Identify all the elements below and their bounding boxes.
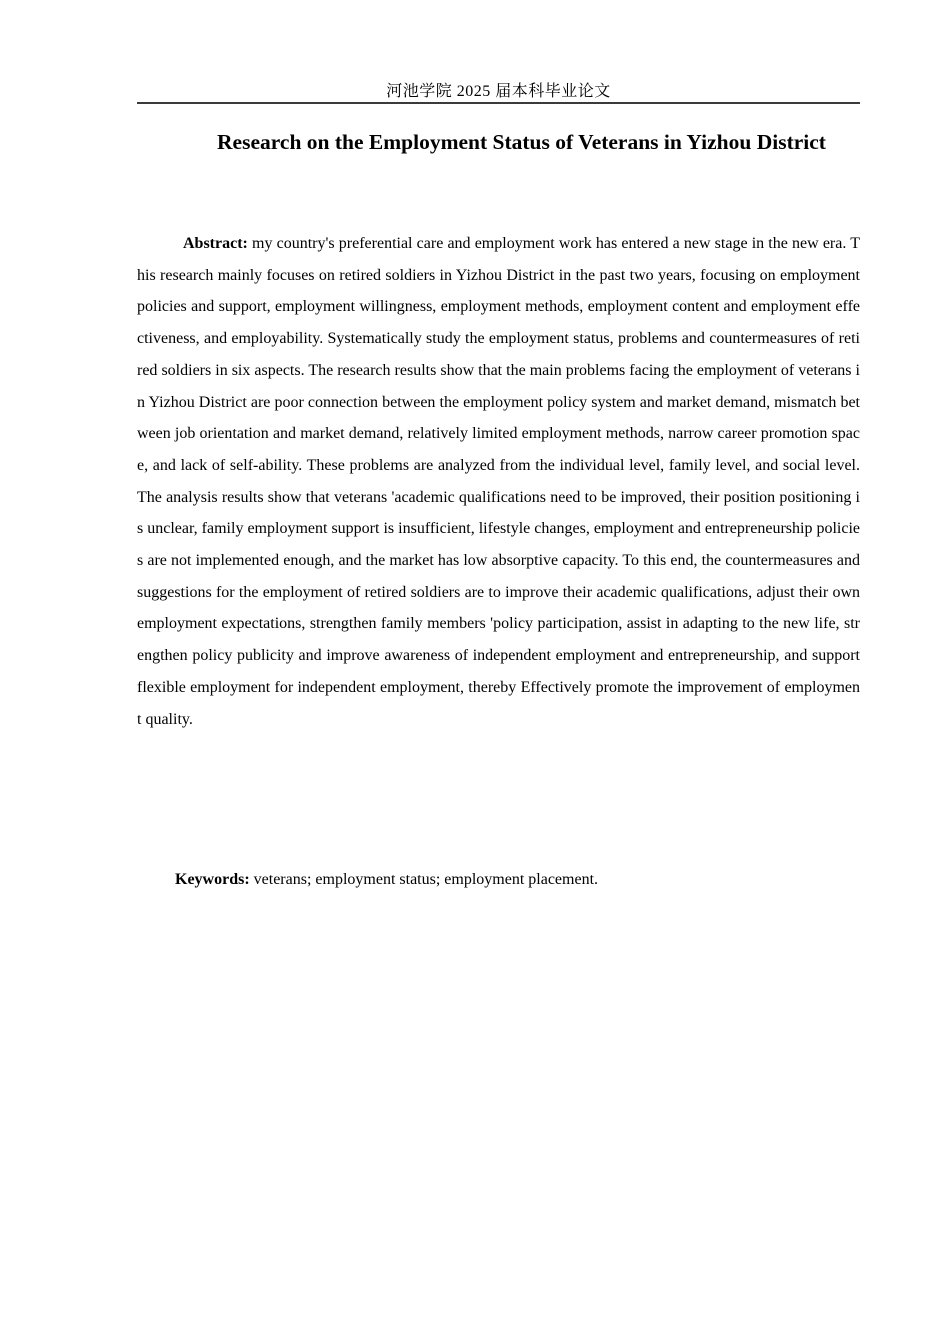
abstract-paragraph [137,228,860,735]
keywords-label: Keywords: [175,871,250,888]
running-head: 河池学院 2025 届本科毕业论文 [386,83,611,100]
keywords-paragraph [137,864,860,896]
abstract-text: my country's preferential care and employment work has entered a new stage in the new era. This research mainly focuses on retired soldiers in Yizhou District in the past two years, focusing on employment policies and support, employment willingness, employment methods, employment content and employment effectiveness, and employability. Systematically study the employment status, problems and countermeasures of retired soldiers in six aspects. The research results show that the main problems facing the employment of veterans in Yizhou District are poor connection between the employment policy system and market demand, mismatch between job orientation and market demand, relatively limited employment methods, narrow career promotion space, and lack of self-ability. These problems are analyzed from the individual level, family level, and social level. The analysis results show that veterans 'academic qualifications need to be improved, their position positioning is unclear, family employment support is insufficient, lifestyle changes, employment and entrepreneurship policies are not implemented enough, and the market has low absorptive capacity. To this end, the countermeasures and suggestions for the employment of retired soldiers are to improve their academic qualifications, adjust their own employment expectations, strengthen family members 'policy participation, assist in adapting to the new life, strengthen policy publicity and improve awareness of independent employment and entrepreneurship, and support flexible employment for independent employment, thereby Effectively promote the improvement of employment quality. [137,235,860,728]
header-rule [137,102,860,104]
keywords-text: veterans; employment status; employment placement. [253,871,599,888]
thesis-title: Research on the Employment Status of Veterans in Yizhou District [217,130,826,154]
abstract-label: Abstract: [183,235,248,252]
